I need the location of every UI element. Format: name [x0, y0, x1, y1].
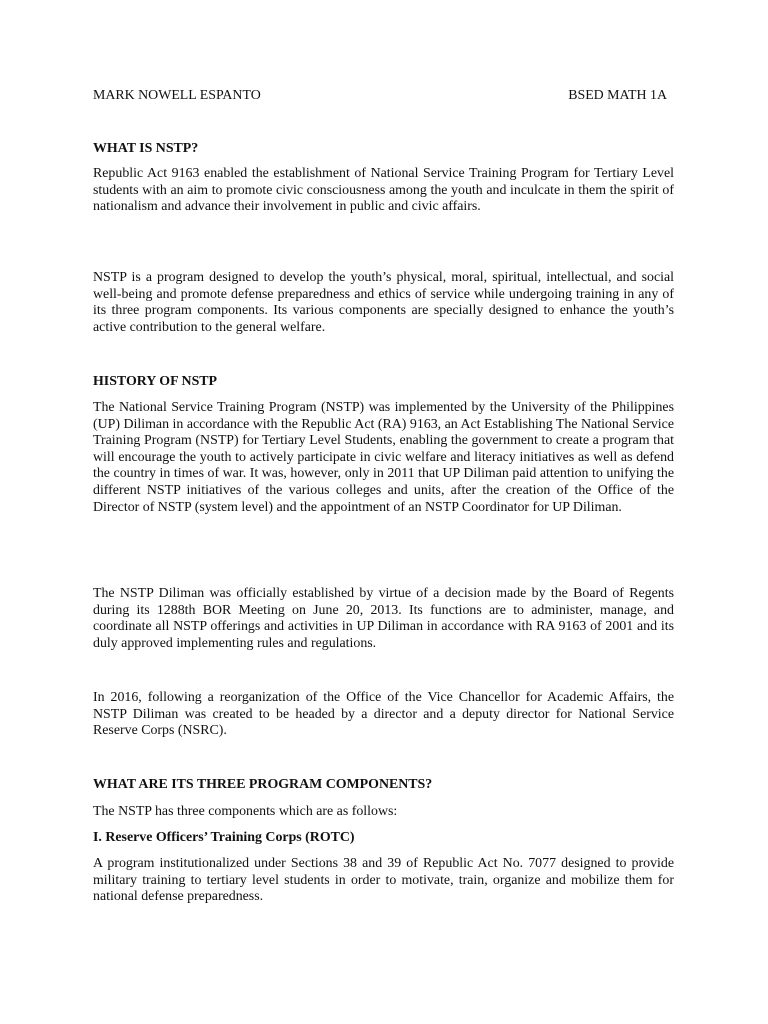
heading-program-components: WHAT ARE ITS THREE PROGRAM COMPONENTS?: [93, 777, 433, 792]
paragraph-history-2: The NSTP Diliman was officially established by virtue of a decision made by the Board of Regents during its 1288th BOR Meeting on June 20, 2013. Its functions are to administer, manage, and coordinate all NSTP offerings and activities in UP Diliman in accordance with RA 9163 of 2001 and its duly approved implementing rules and regulations.: [93, 586, 674, 651]
paragraph-components-intro: The NSTP has three components which are as follows:: [93, 804, 398, 819]
author-name: MARK NOWELL ESPANTO: [93, 88, 261, 103]
course-section: BSED MATH 1A: [568, 88, 667, 103]
paragraph-what-is-1: Republic Act 9163 enabled the establishment of National Service Training Program for Tertiary Level students with an aim to promote civic consciousness among the youth and inculcate in them the spirit of nationalism and advance their involvement in public and civic affairs.: [93, 166, 674, 215]
paragraph-what-is-2: NSTP is a program designed to develop the youth’s physical, moral, spiritual, intellectual, and social well-being and promote defense preparedness and ethics of service while undergoing training in any of its three program components. Its various components are specially designed to enhance the youth’s active contribution to the general welfare.: [93, 270, 674, 335]
heading-rotc: I. Reserve Officers’ Training Corps (ROTC): [93, 830, 355, 845]
paragraph-history-1: The National Service Training Program (NSTP) was implemented by the University of the Philippines (UP) Diliman in accordance with the Republic Act (RA) 9163, an Act Establishing The National Service Training Program (NSTP) for Tertiary Level Students, enabling the government to create a program that will encourage the youth to actively participate in civic welfare and literacy initiatives as well as defend the country in times of war. It was, however, only in 2011 that UP Diliman paid attention to unifying the different NSTP initiatives of the various colleges and units, after the creation of the Office of the Director of NSTP (system level) and the appointment of an NSTP Coordinator for UP Diliman.: [93, 400, 674, 515]
paragraph-rotc: A program institutionalized under Sections 38 and 39 of Republic Act No. 7077 designed to provide military training to tertiary level students in order to motivate, train, organize and mobilize them for national defense preparedness.: [93, 856, 674, 905]
heading-history-of-nstp: HISTORY OF NSTP: [93, 374, 218, 389]
paragraph-history-3: In 2016, following a reorganization of the Office of the Vice Chancellor for Academic Affairs, the NSTP Diliman was created to be headed by a director and a deputy director for National Service Reserve Corps (NSRC).: [93, 690, 674, 739]
heading-what-is-nstp: WHAT IS NSTP?: [93, 141, 199, 156]
document-header: [93, 88, 667, 106]
